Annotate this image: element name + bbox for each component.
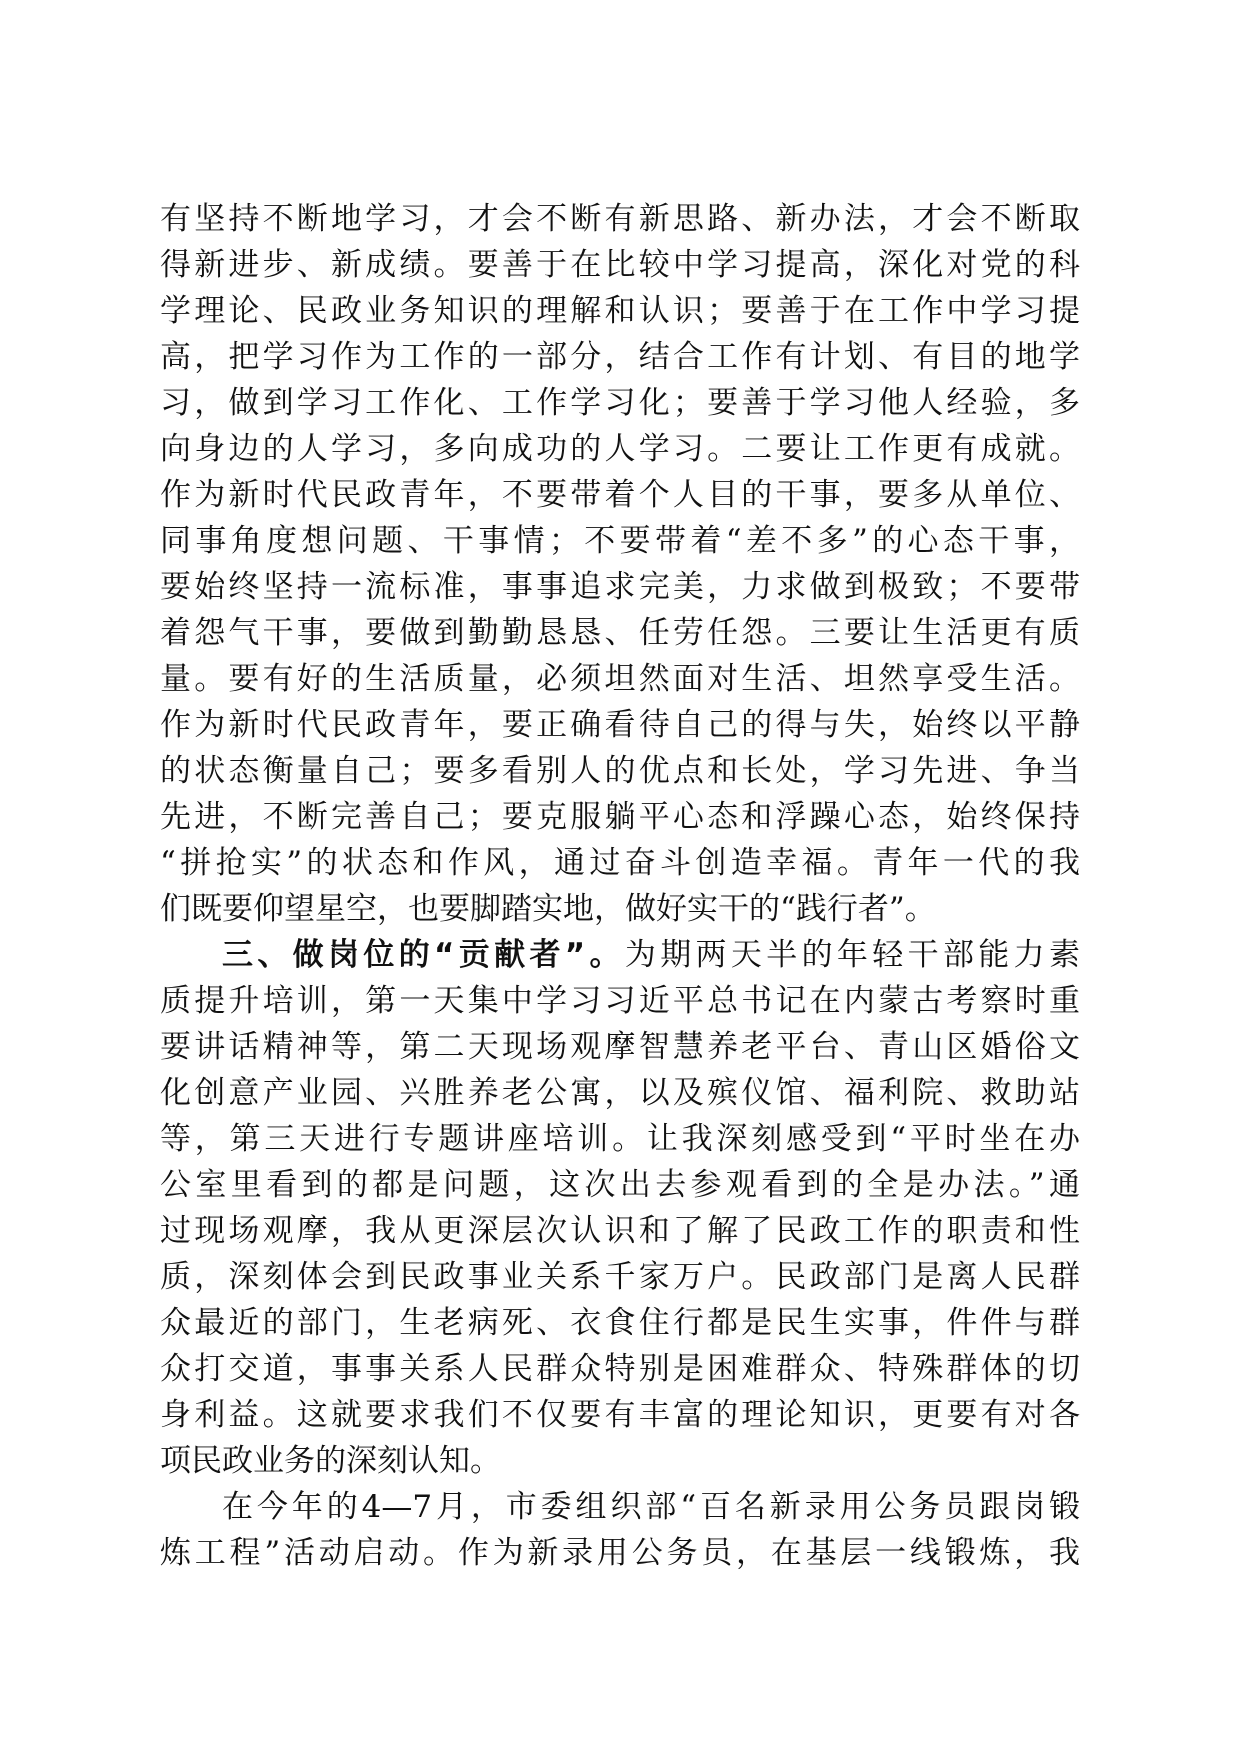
text-line: 有坚持不断地学习，才会不断有新思路、新办法，才会不断取 (160, 201, 1080, 237)
text-line: 向身边的人学习，多向成功的人学习。二要让工作更有成就。 (160, 431, 1080, 467)
text-line: 要始终坚持一流标准，事事追求完美，力求做到极致；不要带 (160, 569, 1080, 605)
text-line: 要讲话精神等，第二天现场观摩智慧养老平台、青山区婚俗文 (160, 1029, 1080, 1065)
text-line: 身利益。这就要求我们不仅要有丰富的理论知识，更要有对各 (160, 1397, 1080, 1433)
text-line: “拼抢实”的状态和作风，通过奋斗创造幸福。青年一代的我 (160, 845, 1080, 881)
text-span: 为期两天半的年轻干部能力素 (624, 937, 1080, 973)
text-line: 质，深刻体会到民政事业关系千家万户。民政部门是离人民群 (160, 1259, 1080, 1295)
text-line: 的状态衡量自己；要多看别人的优点和长处，学习先进、争当 (160, 753, 1080, 789)
text-line: 众最近的部门，生老病死、衣食住行都是民生实事，件件与群 (160, 1305, 1080, 1341)
text-line: 着怨气干事，要做到勤勤恳恳、任劳任怨。三要让生活更有质 (160, 615, 1080, 651)
text-line: 化创意产业园、兴胜养老公寓，以及殡仪馆、福利院、救助站 (160, 1075, 1080, 1111)
text-line: 高，把学习作为工作的一部分，结合工作有计划、有目的地学 (160, 339, 1080, 375)
text-line: 量。要有好的生活质量，必须坦然面对生活、坦然享受生活。 (160, 661, 1080, 697)
text-line: 作为新时代民政青年，不要带着个人目的干事，要多从单位、 (160, 477, 1080, 513)
text-line: 过现场观摩，我从更深层次认识和了解了民政工作的职责和性 (160, 1213, 1080, 1249)
text-line: 项民政业务的深刻认知。 (160, 1443, 501, 1479)
section-heading: 三、做岗位的“贡献者”。 (222, 937, 625, 973)
section-heading-line (160, 932, 1080, 978)
text-line: 得新进步、新成绩。要善于在比较中学习提高，深化对党的科 (160, 247, 1080, 283)
body-text (160, 196, 1080, 1576)
text-line: 等，第三天进行专题讲座培训。让我深刻感受到“平时坐在办 (160, 1121, 1080, 1157)
text-line: 先进，不断完善自己；要克服躺平心态和浮躁心态，始终保持 (160, 799, 1080, 835)
text-line: 在今年的4—7月，市委组织部“百名新录用公务员跟岗锻 (222, 1489, 1080, 1525)
text-line: 同事角度想问题、干事情；不要带着“差不多”的心态干事， (160, 523, 1080, 559)
text-line: 炼工程”活动启动。作为新录用公务员，在基层一线锻炼，我 (160, 1535, 1080, 1571)
text-line: 们既要仰望星空，也要脚踏实地，做好实干的“践行者”。 (160, 891, 936, 927)
text-line: 众打交道，事事关系人民群众特别是困难群众、特殊群体的切 (160, 1351, 1080, 1387)
text-line: 作为新时代民政青年，要正确看待自己的得与失，始终以平静 (160, 707, 1080, 743)
text-line: 习，做到学习工作化、工作学习化；要善于学习他人经验，多 (160, 385, 1080, 421)
text-line: 质提升培训，第一天集中学习习近平总书记在内蒙古考察时重 (160, 983, 1080, 1019)
text-line: 学理论、民政业务知识的理解和认识；要善于在工作中学习提 (160, 293, 1080, 329)
text-line: 公室里看到的都是问题，这次出去参观看到的全是办法。”通 (160, 1167, 1080, 1203)
